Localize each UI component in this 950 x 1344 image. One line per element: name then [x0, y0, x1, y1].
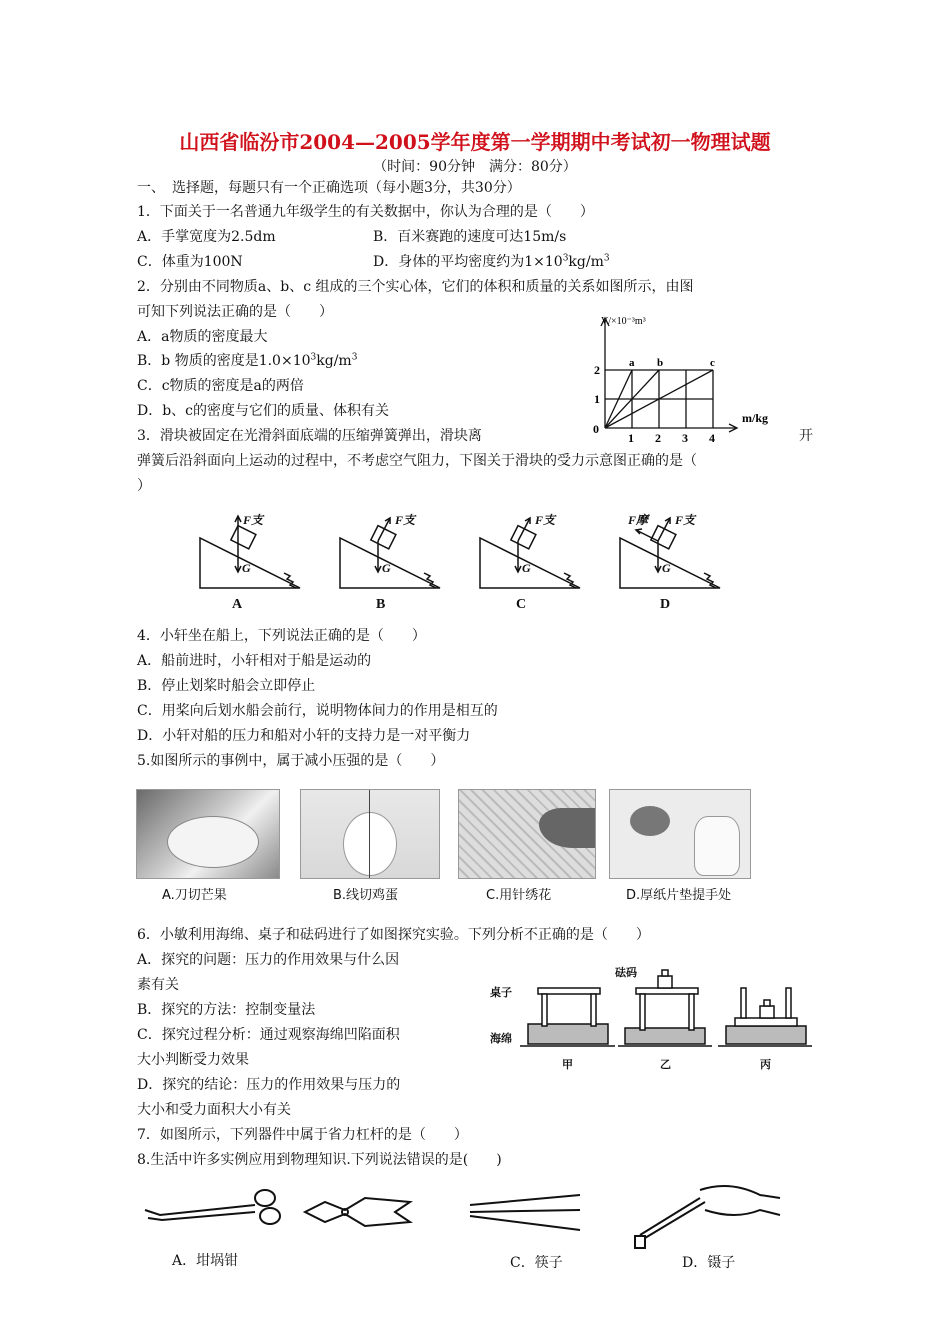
diagram-c: [480, 518, 580, 588]
q1-option-b: B．百米赛跑的速度可达15m/s: [373, 229, 567, 245]
diagram-b: [340, 518, 440, 588]
q4-option-a: A．船前进时，小轩相对于船是运动的: [137, 653, 372, 669]
graph-xtick-4: 4: [709, 431, 715, 443]
q5-caption-c: C.用针绣花: [486, 888, 552, 903]
force-label-c: F支: [535, 513, 556, 527]
q7-stem: 7．如图所示，下列器件中属于省力杠杆的是（ ）: [137, 1127, 468, 1143]
q3-stem-line2: 弹簧后沿斜面向上运动的过程中，不考虑空气阻力，下图关于滑块的受力示意图正确的是（: [137, 453, 697, 469]
diagram-label-d: D: [660, 597, 671, 612]
label-yi: 乙: [660, 1058, 671, 1071]
pliers-icon: [305, 1198, 410, 1226]
gravity-label-b: G: [382, 561, 391, 575]
q6-sponge-experiment: [490, 966, 815, 1076]
diagram-label-b: B: [376, 597, 386, 612]
q2-stem-line2: 可知下列说法正确的是（ ）: [137, 304, 333, 320]
q4-option-c: C．用桨向后划水船会前行，说明物体间力的作用是相互的: [137, 703, 498, 719]
graph-origin: 0: [593, 422, 599, 436]
q2-stem-line1: 2．分别由不同物质a、b、c 组成的三个实心体，它们的体积和质量的关系如图所示，由图: [137, 279, 694, 295]
crucible-tongs-icon: [145, 1190, 280, 1224]
label-bing: 丙: [760, 1058, 771, 1071]
q2-option-d: D．b、c的密度与它们的质量、体积有关: [137, 403, 390, 419]
q8-caption-a: A．坩埚钳: [172, 1253, 239, 1269]
force-label-b: F支: [395, 513, 416, 527]
q8-caption-c: C．筷子: [510, 1255, 563, 1271]
label-jia: 甲: [562, 1058, 573, 1071]
q1-stem: 1．下面关于一名普通九年级学生的有关数据中，你认为合理的是（ ）: [137, 204, 594, 220]
graph-series-b: b: [657, 357, 664, 369]
section-heading: 一、 选择题，每题只有一个正确选项（每小题3分，共30分）: [137, 180, 521, 196]
photo-paper-handle: [609, 789, 751, 879]
q8-caption-d: D．镊子: [682, 1255, 736, 1271]
q3-stem-line1-end: 开: [799, 428, 813, 444]
graph-ytick-1: 1: [594, 392, 600, 406]
q6-option-c-line1: C．探究过程分析：通过观察海绵凹陷面积: [137, 1027, 400, 1043]
q4-stem: 4．小轩坐在船上，下列说法正确的是（ ）: [137, 628, 426, 644]
graph-xtick-1: 1: [628, 431, 634, 443]
graph-ytick-2: 2: [594, 363, 600, 377]
q2-option-b: B．b 物质的密度是$1.0\times 10^3kg/m^3$: [137, 352, 358, 369]
q2-option-c: C．c物质的密度是a的两倍: [137, 378, 304, 394]
q4-option-d: D．小轩对船的压力和船对小轩的支持力是一对平衡力: [137, 728, 471, 744]
diagram-label-c: C: [516, 597, 527, 612]
graph-ylabel: V/×10⁻³m³: [601, 316, 646, 327]
photo-embroidery: [458, 789, 596, 879]
q4-option-b: B．停止划桨时船会立即停止: [137, 678, 316, 694]
exam-info: （时间：90分钟 满分：80分）: [373, 159, 577, 175]
q8-tools: [140, 1180, 790, 1255]
label-sponge: 海绵: [490, 1032, 512, 1045]
graph-xlabel: m/kg: [742, 411, 769, 425]
gravity-label-d: G: [662, 561, 671, 575]
photo-egg-cut: [300, 789, 440, 879]
label-table: 桌子: [490, 986, 512, 999]
graph-xtick-2: 2: [655, 431, 661, 443]
q1-option-d: D．身体的平均密度约为$1\times 10^3kg/m^3$: [373, 253, 610, 270]
graph-xtick-3: 3: [682, 431, 688, 443]
q6-option-b: B．探究的方法：控制变量法: [137, 1002, 316, 1018]
q3-stem-line3: ）: [137, 478, 151, 494]
graph-series-c: c: [710, 357, 715, 369]
q1-option-a: A．手掌宽度为2.5dm: [137, 229, 276, 245]
q6-option-c-line2: 大小判断受力效果: [137, 1052, 249, 1068]
gravity-label-c: G: [522, 561, 531, 575]
gravity-label-a: G: [242, 561, 251, 575]
q5-caption-a: A.刀切芒果: [162, 888, 227, 903]
friction-label-d: F摩: [628, 513, 649, 527]
q5-stem: 5.如图所示的事例中，属于减小压强的是（ ）: [137, 753, 445, 769]
force-label-d: F支: [675, 513, 696, 527]
chopsticks-icon: [470, 1195, 580, 1230]
tweezers-icon: [635, 1186, 780, 1248]
diagram-label-a: A: [232, 597, 243, 612]
q8-stem: 8.生活中许多实例应用到物理知识.下列说法错误的是( ): [137, 1152, 502, 1168]
q2-option-a: A．a物质的密度最大: [137, 329, 268, 345]
q6-option-a-line1: A．探究的问题：压力的作用效果与什么因: [137, 952, 400, 968]
density-graph: [585, 308, 785, 443]
q3-stem-line1: 3．滑块被固定在光滑斜面底端的压缩弹簧弹出，滑块离: [137, 428, 482, 444]
q6-stem: 6．小敏利用海绵、桌子和砝码进行了如图探究实验。下列分析不正确的是（ ）: [137, 927, 650, 943]
q6-option-d-line1: D．探究的结论：压力的作用效果与压力的: [137, 1077, 401, 1093]
page-title: 山西省临汾市2004—2005学年度第一学期期中考试初一物理试题: [179, 130, 771, 154]
q1-option-c: C．体重为100N: [137, 254, 243, 270]
q6-option-a-line2: 素有关: [137, 977, 179, 993]
label-weight: 砝码: [615, 966, 637, 979]
graph-series-a: a: [629, 357, 635, 369]
force-label-a: F支: [243, 513, 264, 527]
q6-option-d-line2: 大小和受力面积大小有关: [137, 1102, 291, 1118]
q5-caption-b: B.线切鸡蛋: [333, 888, 399, 903]
q3-force-diagrams: [190, 508, 750, 618]
photo-mango-cut: [136, 789, 280, 879]
diagram-d: [620, 518, 720, 588]
q5-caption-d: D.厚纸片垫提手处: [626, 888, 732, 903]
